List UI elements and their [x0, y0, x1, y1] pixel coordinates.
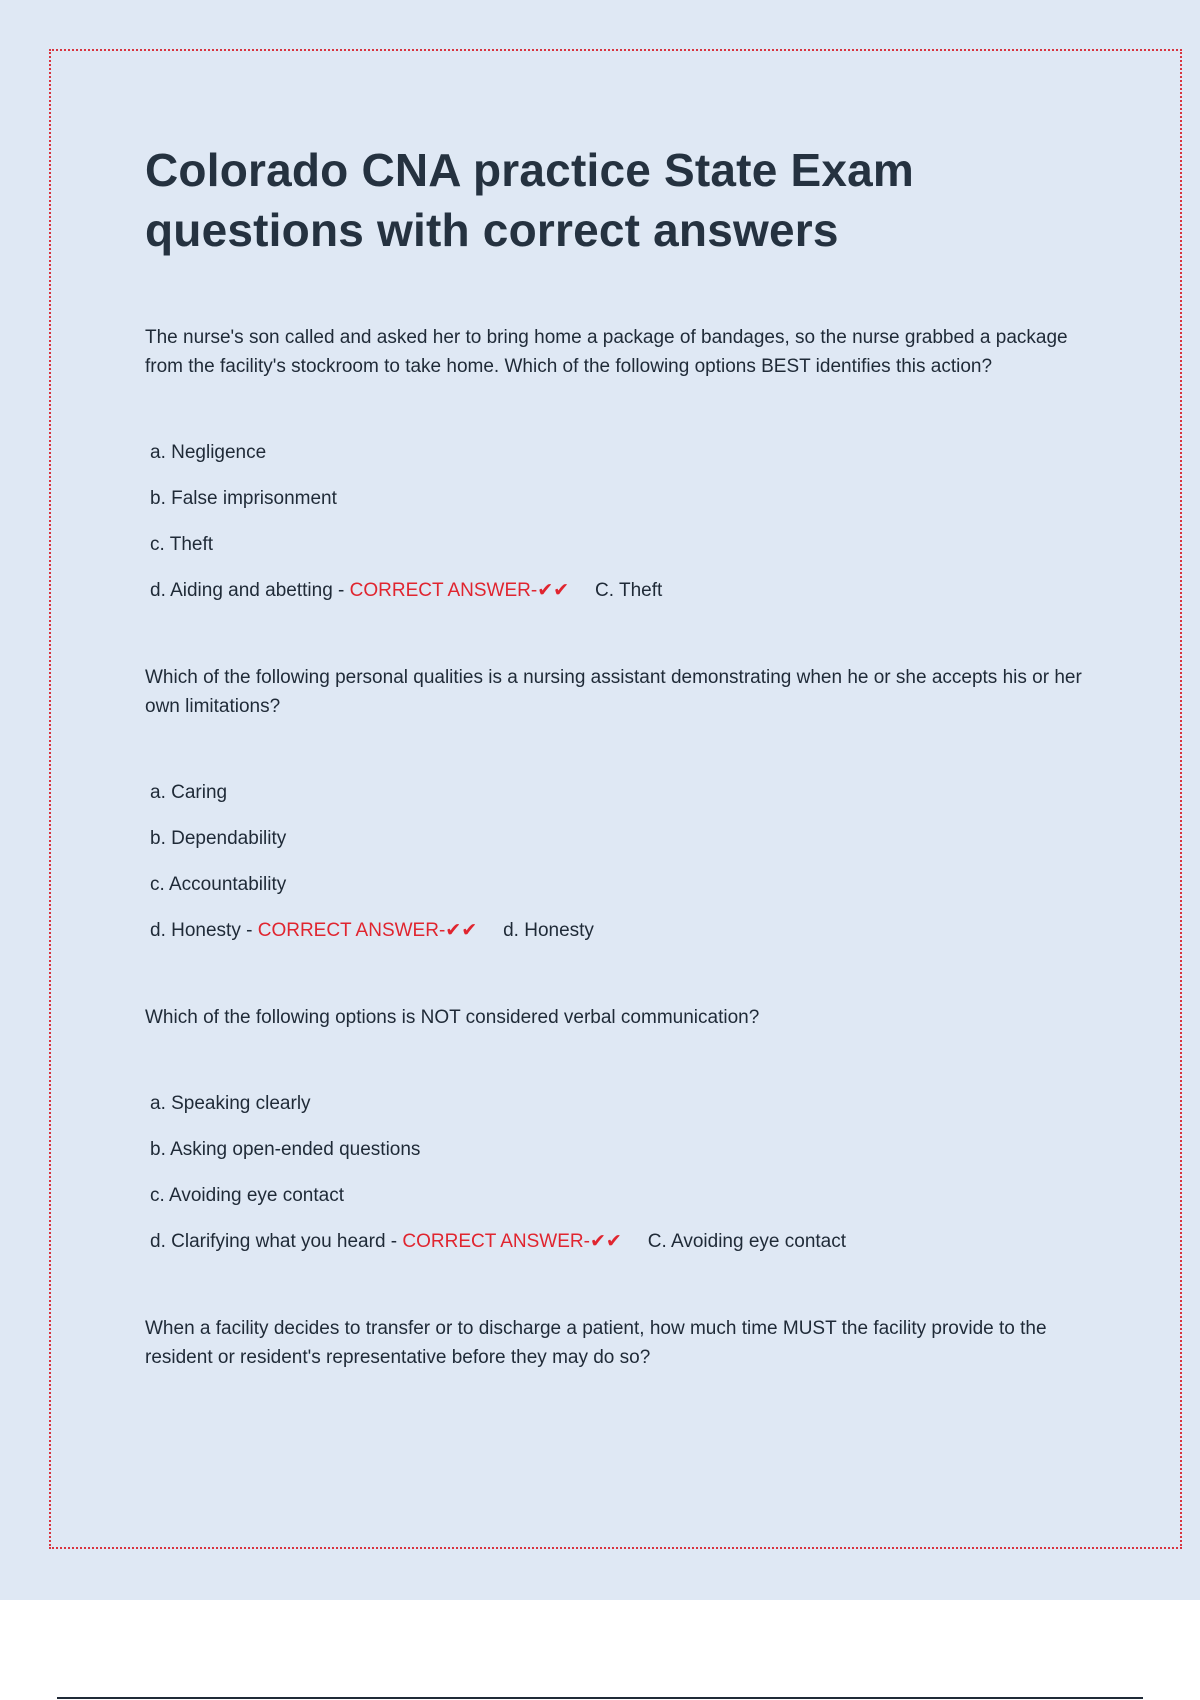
question-text: When a facility decides to transfer or to discharge a patient, how much time MUST the facility provide to the resident or resident's representative before they may do so?: [145, 1318, 1047, 1368]
option-c: c. Accountability: [150, 874, 287, 895]
document-content: [145, 140, 1095, 1372]
option-a: a. Speaking clearly: [150, 1093, 311, 1114]
document-title: Colorado CNA practice State Exam questions with correct answers: [145, 144, 915, 256]
question-block: [145, 663, 1095, 943]
option-b: b. Asking open-ended questions: [150, 1139, 421, 1160]
option-a: a. Caring: [150, 782, 228, 803]
option-a: a. Negligence: [150, 442, 267, 463]
option-list: [145, 1092, 1095, 1254]
option-d-with-answer: [150, 919, 1095, 943]
option-c: c. Theft: [150, 534, 214, 555]
option-c: c. Avoiding eye contact: [150, 1185, 344, 1206]
option-d: d. Honesty -: [150, 920, 253, 941]
option-b: b. False imprisonment: [150, 488, 337, 509]
question-text: Which of the following personal qualities is a nursing assistant demonstrating when he or she accepts his or her own limitations?: [145, 667, 1082, 717]
question-text: Which of the following options is NOT considered verbal communication?: [145, 1007, 760, 1028]
correct-answer-label: CORRECT ANSWER-✔✔: [257, 920, 478, 941]
option-d: d. Aiding and abetting -: [150, 580, 345, 601]
answer-value: C. Avoiding eye contact: [647, 1231, 847, 1252]
correct-answer-label: CORRECT ANSWER-✔✔: [402, 1231, 622, 1252]
answer-value: d. Honesty: [503, 920, 594, 941]
question-block: [145, 1003, 1095, 1254]
question-block: [145, 1314, 1095, 1372]
option-d-with-answer: [150, 1230, 1095, 1254]
option-d-with-answer: [150, 579, 1095, 603]
question-block: [145, 323, 1095, 603]
option-list: [145, 781, 1095, 943]
option-list: [145, 441, 1095, 603]
footer-divider: [57, 1697, 1143, 1699]
question-text: The nurse's son called and asked her to bring home a package of bandages, so the nurse grabbed a package from the facility's stockroom to take home. Which of the following options BEST identifies this action?: [145, 327, 1068, 377]
answer-value: C. Theft: [595, 580, 663, 601]
correct-answer-label: CORRECT ANSWER-✔✔: [349, 580, 570, 601]
option-d: d. Clarifying what you heard -: [150, 1231, 398, 1252]
option-b: b. Dependability: [150, 828, 287, 849]
